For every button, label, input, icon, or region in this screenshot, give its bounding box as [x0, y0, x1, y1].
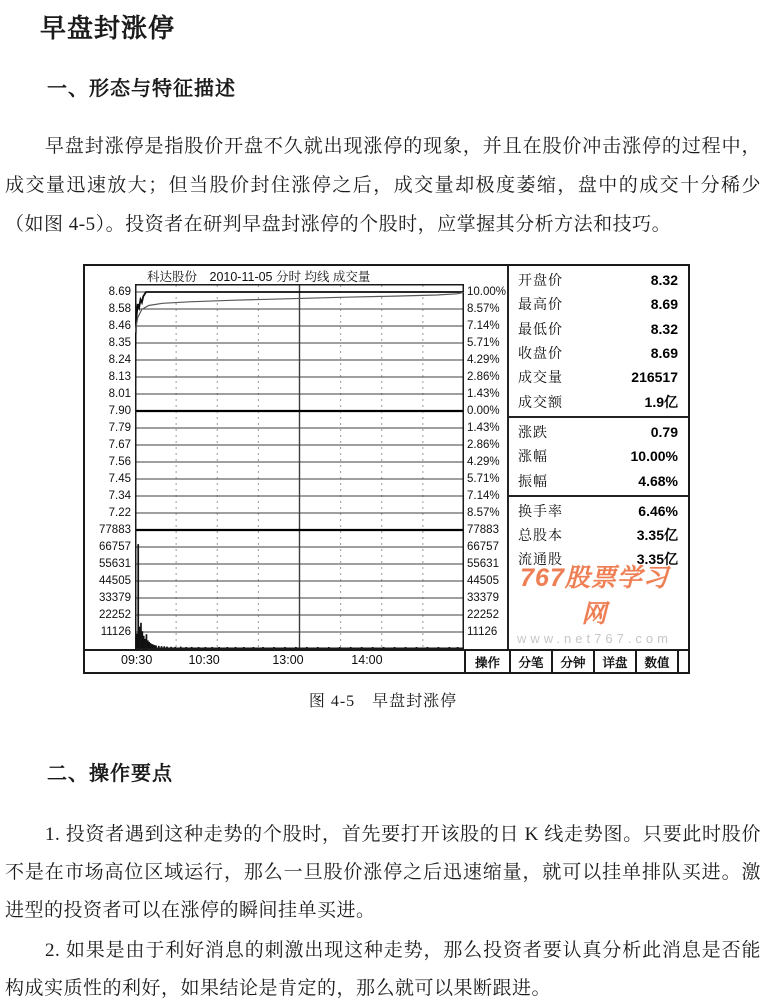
quote-row: [509, 468, 688, 492]
quote-row: [509, 365, 688, 389]
quote-row: [509, 444, 688, 468]
watermark-logo: 767股票学习网: [509, 558, 680, 630]
axis-label: 33379: [99, 592, 131, 604]
axis-label: 8.57%: [467, 507, 500, 519]
quote-label: 收盘价: [518, 343, 563, 363]
quote-value: 4.68%: [638, 473, 678, 489]
paragraph-3: 2. 如果是由于利好消息的刺激出现这种走势，那么投资者要认真分析此消息是否能构成实质性的利好，如果结论是肯定的，那么就可以果断跟进。: [5, 932, 761, 1008]
axis-label: 11126: [467, 626, 497, 638]
axis-label: 55631: [99, 558, 131, 570]
axis-label: 5.71%: [467, 473, 500, 485]
time-axis: [135, 651, 464, 672]
axis-label: 33379: [467, 592, 499, 604]
quote-group: [509, 266, 688, 416]
quote-value: 216517: [631, 369, 678, 385]
quote-row: [509, 499, 688, 523]
axis-label: 44505: [99, 575, 131, 587]
axis-label: 1.43%: [467, 388, 500, 400]
chart-header: 科达股份 2010-11-05 分时 均线 成交量: [147, 267, 370, 285]
watermark: [509, 558, 680, 646]
quote-label: 最高价: [518, 294, 563, 314]
quote-value: 0.79: [651, 424, 678, 440]
left-axis-labels: [85, 266, 135, 649]
axis-label: 2.86%: [467, 439, 500, 451]
quote-value: 8.32: [651, 321, 678, 337]
quote-value: 8.69: [651, 345, 678, 361]
chart-main-area: [85, 266, 688, 649]
quote-row: [509, 523, 688, 547]
axis-label: 7.22: [109, 507, 131, 519]
axis-label: 22252: [467, 609, 499, 621]
bottom-tabs: [511, 651, 688, 672]
page-title: 早盘封涨停: [40, 8, 761, 45]
axis-label: 44505: [467, 575, 499, 587]
time-tick-label: 10:30: [188, 653, 219, 667]
axis-label: 8.46: [109, 320, 131, 332]
axis-label: 77883: [99, 524, 131, 536]
axis-label: 5.71%: [467, 337, 500, 349]
axis-label: 4.29%: [467, 456, 500, 468]
axis-label: 0.00%: [467, 405, 500, 417]
axis-label: 8.35: [109, 337, 131, 349]
quote-row: [509, 292, 688, 316]
quote-row: [509, 268, 688, 292]
quote-label: 最低价: [518, 319, 563, 339]
quote-label: 成交额: [518, 392, 563, 412]
axis-label: 11126: [101, 626, 131, 638]
section-heading-2: 二、操作要点: [47, 757, 761, 786]
time-tick-label: 13:00: [272, 653, 303, 667]
quote-value: 6.46%: [638, 503, 678, 519]
quote-value: 10.00%: [631, 448, 678, 464]
paragraph-2: 1. 投资者遇到这种走势的个股时，首先要打开该股的日 K 线走势图。只要此时股价不是在市场高位区域运行，那么一旦股价涨停之后迅速缩量，就可以挂单排队买进。激进型的投资者可以在涨停的瞬间挂单买进。: [5, 816, 761, 930]
figure-4-5: [83, 264, 690, 674]
axis-label: 66757: [467, 541, 499, 553]
axis-label: 7.45: [109, 473, 131, 485]
axis-label: 8.69: [109, 286, 131, 298]
figure-caption: 图 4-5 早盘封涨停: [5, 688, 761, 711]
panel-tab: 分笔: [511, 651, 553, 672]
quote-label: 总股本: [518, 525, 563, 545]
time-tick-label: 14:00: [351, 653, 382, 667]
action-cell: 操作: [464, 651, 511, 672]
watermark-url: www.net767.com: [509, 631, 680, 646]
plot-column: [135, 266, 464, 649]
quote-value: 1.9亿: [645, 392, 678, 412]
axis-label: 2.86%: [467, 371, 500, 383]
paragraph-1: 早盘封涨停是指股价开盘不久就出现涨停的现象，并且在股价冲击涨停的过程中，成交量迅速放大；但当股价封住涨停之后，成交量却极度萎缩，盘中的成交十分稀少（如图 4-5）。投资者在研判早盘封涨停的个股时，应掌握其分析方法和技巧。: [5, 127, 761, 244]
quote-row: [509, 420, 688, 444]
quote-value: 8.32: [651, 272, 678, 288]
axis-label: 7.34: [109, 490, 131, 502]
section-heading-1: 一、形态与特征描述: [47, 72, 761, 101]
axis-label: 8.24: [109, 354, 131, 366]
quote-value: 3.35亿: [637, 525, 678, 545]
quote-label: 开盘价: [518, 270, 563, 290]
axis-label: 7.90: [109, 405, 131, 417]
timeshare-chart: [135, 284, 464, 649]
panel-tab: 分钟: [553, 651, 595, 672]
axis-label: 8.58: [109, 303, 131, 315]
axis-label: 55631: [467, 558, 499, 570]
axis-label: 4.29%: [467, 354, 500, 366]
quote-label: 振幅: [518, 471, 548, 491]
axis-label: 8.57%: [467, 303, 500, 315]
axis-label: 8.13: [109, 371, 131, 383]
quote-row: [509, 341, 688, 365]
time-tick-label: 09:30: [121, 653, 152, 667]
panel-tab: 数值: [637, 651, 679, 672]
quote-label: 换手率: [518, 501, 563, 521]
axis-label: 7.14%: [467, 320, 500, 332]
quote-label: 涨跌: [518, 422, 548, 442]
quote-value: 3.35亿: [637, 549, 678, 569]
axis-label: 77883: [467, 524, 499, 536]
axis-label: 10.00%: [467, 286, 506, 298]
right-axis-labels: [464, 266, 509, 649]
quote-label: 涨幅: [518, 446, 548, 466]
quote-panel-groups: [509, 266, 688, 574]
bottom-bar: [85, 649, 688, 672]
axis-label: 66757: [99, 541, 131, 553]
quote-label: 流通股: [518, 549, 563, 569]
axis-label: 7.56: [109, 456, 131, 468]
axis-label: 8.01: [109, 388, 131, 400]
quote-value: 8.69: [651, 296, 678, 312]
panel-tab: 详盘: [595, 651, 637, 672]
axis-label: 1.43%: [467, 422, 500, 434]
quote-label: 成交量: [518, 367, 563, 387]
quote-row: [509, 317, 688, 341]
quote-group: [509, 416, 688, 495]
axis-label: 22252: [99, 609, 131, 621]
axis-label: 7.67: [109, 439, 131, 451]
quote-panel: [509, 266, 688, 649]
quote-row: [509, 389, 688, 413]
axis-label: 7.79: [109, 422, 131, 434]
axis-label: 7.14%: [467, 490, 500, 502]
